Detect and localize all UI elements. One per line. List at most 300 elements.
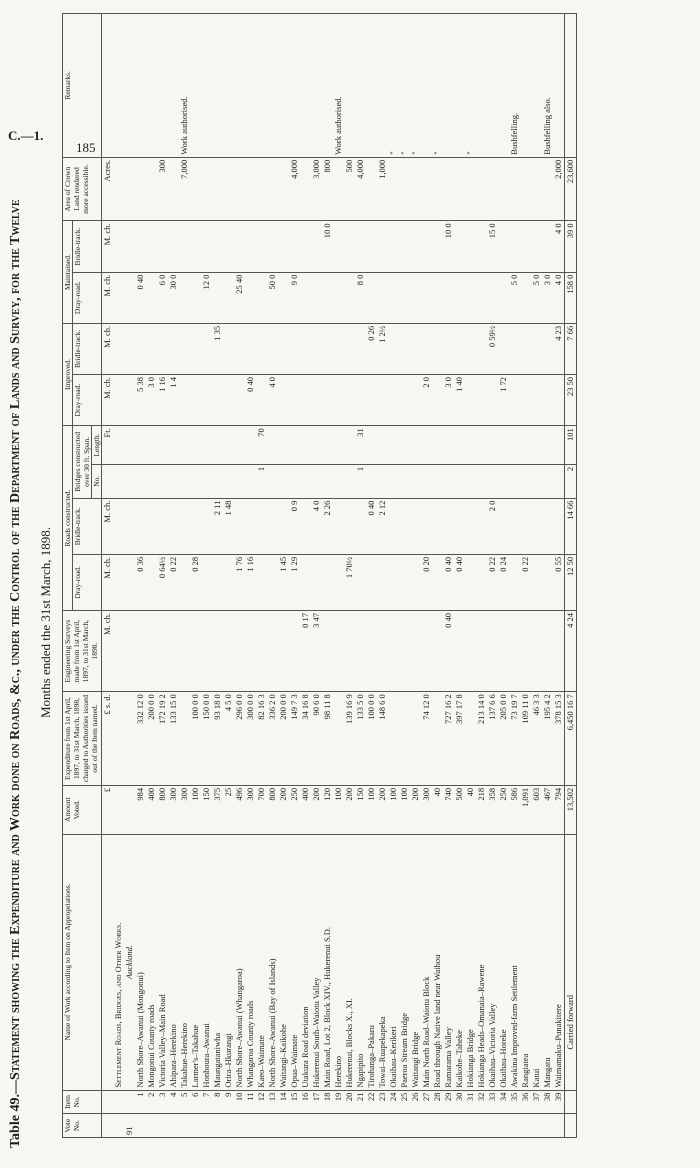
- cell-rem: [443, 14, 454, 158]
- cell-idray: [201, 375, 212, 426]
- cell-bno: [476, 464, 487, 498]
- cell-exp: 46 3 3: [531, 692, 542, 786]
- table-row: [157, 14, 168, 1138]
- expenditure-table: [62, 13, 577, 1138]
- cell-bridle: [267, 498, 278, 554]
- table-body: [102, 14, 577, 1138]
- cell-area: [476, 157, 487, 221]
- cell-rem: [212, 14, 223, 158]
- cell-eng: [278, 611, 289, 692]
- table-row: [531, 14, 542, 1138]
- cell-ibridle: [465, 323, 476, 374]
- cell-bno: [168, 464, 179, 498]
- cell-name: Hokianga Heads–Omanaia–Rawene: [476, 834, 487, 1090]
- cell-name: Waimamaku–Punakitere: [553, 834, 565, 1090]
- cell-eng: [487, 611, 498, 692]
- cell-mbridle: [410, 221, 421, 272]
- cell-eng: [542, 611, 553, 692]
- cell-bno: [487, 464, 498, 498]
- cell-exp: 133 15 0: [168, 692, 179, 786]
- table-row: [465, 14, 476, 1138]
- header-area: Area of Crown Land rendered more accessible.: [63, 157, 102, 221]
- cell-area: [135, 157, 146, 221]
- header-row: [63, 14, 73, 1138]
- cell-mdray: [179, 272, 190, 323]
- cell-vote: [157, 1114, 168, 1138]
- cell-item: 4: [168, 1090, 179, 1114]
- cell-name: Honhoura–Awanui: [201, 834, 212, 1090]
- cell-item: 19: [333, 1090, 344, 1114]
- cell-mdray: 4 0: [553, 272, 565, 323]
- cell-rem: ": [432, 14, 443, 158]
- cell-area: 7,000: [179, 157, 190, 221]
- cell-name: Ngapipito: [355, 834, 366, 1090]
- cell-exp: 100 0 0: [366, 692, 377, 786]
- cell-vote: [542, 1114, 553, 1138]
- cell-mdray: 5 0: [509, 272, 520, 323]
- cell-mdray: [223, 272, 234, 323]
- cell-area: 4,000: [289, 157, 300, 221]
- cell-bridle: [388, 498, 399, 554]
- cell-dray: [300, 554, 311, 610]
- cell-bno: [432, 464, 443, 498]
- total-ibridle: 7 66: [565, 323, 577, 374]
- cell-idray: 3 0: [443, 375, 454, 426]
- cell-bridle: [531, 498, 542, 554]
- cell-ibridle: [190, 323, 201, 374]
- cell-ibridle: [542, 323, 553, 374]
- cell-idray: [256, 375, 267, 426]
- cell-bno: [245, 464, 256, 498]
- cell-blen: [399, 426, 410, 465]
- cell-name: Hukerenui South–Waiotu Valley: [311, 834, 322, 1090]
- cell-rem: [322, 14, 333, 158]
- cell-bridle: [465, 498, 476, 554]
- cell-name: Okaihau–Victoria Valley: [487, 834, 498, 1090]
- cell-eng: [223, 611, 234, 692]
- cell-exp: 727 16 2: [443, 692, 454, 786]
- cell-amount: 120: [322, 785, 333, 834]
- cell-amount: 40: [465, 785, 476, 834]
- cell-bridle: [146, 498, 157, 554]
- cell-ibridle: [278, 323, 289, 374]
- cell-amount: 496: [234, 785, 245, 834]
- cell-blen: [432, 426, 443, 465]
- cell-bno: [234, 464, 245, 498]
- cell-item: 8: [212, 1090, 223, 1114]
- cell-bno: [454, 464, 465, 498]
- total-bridle: 14 66: [565, 498, 577, 554]
- cell-blen: [410, 426, 421, 465]
- cell-item: 13: [267, 1090, 278, 1114]
- cell-mdray: [146, 272, 157, 323]
- cell-area: [245, 157, 256, 221]
- header-bridle: Bridle-track.: [73, 498, 102, 554]
- cell-eng: [399, 611, 410, 692]
- section-heading: Settlement Roads, Bridges, and Other Works.: [113, 834, 124, 1090]
- table-row: [168, 14, 179, 1138]
- cell-dray: [531, 554, 542, 610]
- header-improved-dray: Dray-road.: [73, 375, 102, 426]
- cell-eng: [553, 611, 565, 692]
- cell-dray: [399, 554, 410, 610]
- cell-vote: [245, 1114, 256, 1138]
- cell-bridle: [135, 498, 146, 554]
- table-row: [454, 14, 465, 1138]
- cell-mbridle: [509, 221, 520, 272]
- total-empty: [565, 1090, 577, 1114]
- cell-area: 2,000: [553, 157, 565, 221]
- cell-exp: 133 5 0: [355, 692, 366, 786]
- cell-amount: 218: [476, 785, 487, 834]
- cell-eng: [333, 611, 344, 692]
- cell-exp: 205 0 0: [498, 692, 509, 786]
- cell-blen: [179, 426, 190, 465]
- cell-bno: [278, 464, 289, 498]
- cell-name: Waitangi Bridge: [410, 834, 421, 1090]
- cell-item: 26: [410, 1090, 421, 1114]
- cell-name: Main North Road–Waiotu Block: [421, 834, 432, 1090]
- cell-vote: [421, 1114, 432, 1138]
- cell-mdray: 8 0: [355, 272, 366, 323]
- cell-mbridle: [256, 221, 267, 272]
- table-row: [212, 14, 223, 1138]
- cell-mbridle: [366, 221, 377, 272]
- cell-idray: [322, 375, 333, 426]
- cell-name: Whangaroa County roads: [245, 834, 256, 1090]
- cell-bridle: [300, 498, 311, 554]
- cell-blen: [443, 426, 454, 465]
- cell-bridle: 2 26: [322, 498, 333, 554]
- cell-item: 31: [465, 1090, 476, 1114]
- cell-idray: [311, 375, 322, 426]
- units-row: [102, 14, 114, 1138]
- cell-vote: [443, 1114, 454, 1138]
- table-row: [542, 14, 553, 1138]
- header-expenditure: Expenditure from 1st April, 1897, to 31st March, 1898, charged to Authorities issued out of the Item named.: [63, 692, 102, 786]
- cell-amount: 794: [553, 785, 565, 834]
- header-item: Item No.: [63, 1090, 102, 1114]
- cell-amount: 200: [311, 785, 322, 834]
- cell-item: 17: [311, 1090, 322, 1114]
- cell-bridle: [344, 498, 355, 554]
- cell-bridle: [476, 498, 487, 554]
- cell-mbridle: [377, 221, 388, 272]
- cell-rem: [267, 14, 278, 158]
- unit-dray: M. ch.: [102, 554, 114, 610]
- table-row: [476, 14, 487, 1138]
- cell-eng: [344, 611, 355, 692]
- cell-eng: [465, 611, 476, 692]
- cell-mdray: [399, 272, 410, 323]
- cell-rem: [377, 14, 388, 158]
- cell-mbridle: [267, 221, 278, 272]
- total-label: Carried forward: [565, 834, 577, 1090]
- cell-blen: [135, 426, 146, 465]
- cell-item: 33: [487, 1090, 498, 1114]
- cell-mbridle: [476, 221, 487, 272]
- page-reference: C.—1.: [8, 128, 44, 143]
- total-area: 23,600: [565, 157, 577, 221]
- cell-rem: [487, 14, 498, 158]
- cell-exp: 100 0 0: [190, 692, 201, 786]
- cell-blen: [366, 426, 377, 465]
- cell-amount: 200: [410, 785, 421, 834]
- cell-dray: 0 28: [190, 554, 201, 610]
- table-row: [278, 14, 289, 1138]
- cell-vote: [432, 1114, 443, 1138]
- table-row: [553, 14, 565, 1138]
- section-subheading-row: [124, 14, 135, 1138]
- cell-mdray: 25 40: [234, 272, 245, 323]
- cell-mdray: [388, 272, 399, 323]
- cell-rem: ": [410, 14, 421, 158]
- unit-expenditure: £ s. d.: [102, 692, 114, 786]
- cell-area: [234, 157, 245, 221]
- cell-eng: [454, 611, 465, 692]
- cell-amount: 603: [531, 785, 542, 834]
- cell-rem: [454, 14, 465, 158]
- cell-mdray: [487, 272, 498, 323]
- cell-mdray: 5 0: [531, 272, 542, 323]
- cell-item: 29: [443, 1090, 454, 1114]
- cell-dray: [465, 554, 476, 610]
- cell-name: Opua–Waimate: [289, 834, 300, 1090]
- cell-eng: [201, 611, 212, 692]
- cell-blen: [234, 426, 245, 465]
- cell-mbridle: [344, 221, 355, 272]
- cell-bno: [553, 464, 565, 498]
- cell-rem: Work authorised.: [333, 14, 344, 158]
- table-row: [498, 14, 509, 1138]
- cell-vote: [256, 1114, 267, 1138]
- cell-dray: 1 16: [245, 554, 256, 610]
- cell-idray: [476, 375, 487, 426]
- cell-ibridle: [322, 323, 333, 374]
- header-amount: Amount Voted.: [63, 785, 102, 834]
- cell-item: 5: [179, 1090, 190, 1114]
- cell-exp: [465, 692, 476, 786]
- cell-area: [443, 157, 454, 221]
- header-name: Name of Work according to Item on Appropriations.: [63, 834, 102, 1090]
- table-row: [322, 14, 333, 1138]
- cell-name: Waitangi–Kaikohe: [278, 834, 289, 1090]
- cell-blen: [333, 426, 344, 465]
- table-row: [289, 14, 300, 1138]
- cell-name: North Shore–Awanui (Whangaroa): [234, 834, 245, 1090]
- cell-blen: [278, 426, 289, 465]
- total-blen: 101: [565, 426, 577, 465]
- cell-item: 16: [300, 1090, 311, 1114]
- cell-blen: [322, 426, 333, 465]
- cell-rem: ": [388, 14, 399, 158]
- cell-area: [201, 157, 212, 221]
- cell-vote: [355, 1114, 366, 1138]
- cell-mdray: [421, 272, 432, 323]
- cell-name: Okaihau–Horeke: [498, 834, 509, 1090]
- cell-dray: [333, 554, 344, 610]
- cell-mbridle: [245, 221, 256, 272]
- cell-eng: 3 47: [311, 611, 322, 692]
- cell-idray: [223, 375, 234, 426]
- table-row: [190, 14, 201, 1138]
- cell-idray: [212, 375, 223, 426]
- cell-bridle: [355, 498, 366, 554]
- cell-ibridle: [399, 323, 410, 374]
- cell-exp: 93 18 0: [212, 692, 223, 786]
- cell-area: [520, 157, 531, 221]
- cell-amount: 250: [498, 785, 509, 834]
- cell-name: North Shore–Awanui (Bay of Islands): [267, 834, 278, 1090]
- cell-bridle: [421, 498, 432, 554]
- cell-ibridle: [531, 323, 542, 374]
- cell-eng: [245, 611, 256, 692]
- table-row: [300, 14, 311, 1138]
- cell-mdray: [410, 272, 421, 323]
- cell-vote: [553, 1114, 565, 1138]
- cell-ibridle: 0 59½: [487, 323, 498, 374]
- cell-bno: [531, 464, 542, 498]
- cell-vote: [190, 1114, 201, 1138]
- cell-mbridle: [201, 221, 212, 272]
- table-row: [256, 14, 267, 1138]
- cell-ibridle: [410, 323, 421, 374]
- cell-item: 34: [498, 1090, 509, 1114]
- header-maintained-bridle: Bridle-track.: [73, 221, 102, 272]
- cell-blen: [487, 426, 498, 465]
- cell-ibridle: [388, 323, 399, 374]
- table-row: [388, 14, 399, 1138]
- cell-idray: 4 0: [267, 375, 278, 426]
- cell-eng: [498, 611, 509, 692]
- cell-ibridle: 1 35: [212, 323, 223, 374]
- unit-mbridle: M. ch.: [102, 221, 114, 272]
- cell-mdray: [443, 272, 454, 323]
- cell-area: [421, 157, 432, 221]
- total-empty: [565, 1114, 577, 1138]
- cell-idray: 5 38: [135, 375, 146, 426]
- total-mbridle: 39 0: [565, 221, 577, 272]
- cell-item: 3: [157, 1090, 168, 1114]
- table-row: [311, 14, 322, 1138]
- cell-item: 1: [135, 1090, 146, 1114]
- cell-item: 18: [322, 1090, 333, 1114]
- cell-blen: [289, 426, 300, 465]
- cell-eng: [520, 611, 531, 692]
- cell-bno: [300, 464, 311, 498]
- cell-item: 35: [509, 1090, 520, 1114]
- cell-eng: [135, 611, 146, 692]
- cell-rem: [245, 14, 256, 158]
- cell-area: 800: [322, 157, 333, 221]
- cell-mbridle: [135, 221, 146, 272]
- cell-ibridle: [234, 323, 245, 374]
- cell-vote: [399, 1114, 410, 1138]
- cell-blen: [509, 426, 520, 465]
- cell-mdray: [256, 272, 267, 323]
- cell-eng: [256, 611, 267, 692]
- table-row: [487, 14, 498, 1138]
- cell-blen: [190, 426, 201, 465]
- cell-exp: 74 12 0: [421, 692, 432, 786]
- cell-amount: 300: [421, 785, 432, 834]
- cell-dray: [377, 554, 388, 610]
- section-heading-row: [113, 14, 124, 1138]
- cell-bno: 1: [256, 464, 267, 498]
- unit-idray: M. ch.: [102, 375, 114, 426]
- cell-exp: 213 14 0: [476, 692, 487, 786]
- cell-dray: 0 64½: [157, 554, 168, 610]
- cell-item: 12: [256, 1090, 267, 1114]
- section-vote: 91: [124, 1114, 135, 1138]
- cell-bno: [146, 464, 157, 498]
- cell-mbridle: [278, 221, 289, 272]
- cell-name: Tirohanga–Pakaru: [366, 834, 377, 1090]
- cell-name: Ahipara–Herekino: [168, 834, 179, 1090]
- cell-mdray: [432, 272, 443, 323]
- cell-exp: [410, 692, 421, 786]
- cell-ibridle: [509, 323, 520, 374]
- cell-bno: [190, 464, 201, 498]
- unit-amount: £: [102, 785, 114, 834]
- cell-ibridle: [520, 323, 531, 374]
- total-empty: [565, 14, 577, 158]
- table-row: [520, 14, 531, 1138]
- cell-bno: [267, 464, 278, 498]
- cell-vote: [520, 1114, 531, 1138]
- cell-eng: [377, 611, 388, 692]
- cell-ibridle: [454, 323, 465, 374]
- cell-vote: [223, 1114, 234, 1138]
- cell-ibridle: [157, 323, 168, 374]
- cell-mbridle: [289, 221, 300, 272]
- cell-area: [267, 157, 278, 221]
- table-row: [377, 14, 388, 1138]
- cell-dray: [388, 554, 399, 610]
- cell-mbridle: [465, 221, 476, 272]
- cell-amount: 500: [454, 785, 465, 834]
- cell-area: [542, 157, 553, 221]
- cell-idray: [553, 375, 565, 426]
- cell-vote: [410, 1114, 421, 1138]
- unit-mdray: M. ch.: [102, 272, 114, 323]
- cell-name: Kaikohe–Taheke: [454, 834, 465, 1090]
- cell-rem: [520, 14, 531, 158]
- cell-mbridle: [454, 221, 465, 272]
- cell-amount: 40: [432, 785, 443, 834]
- cell-bridle: [333, 498, 344, 554]
- cell-name: Ramarama Valley: [443, 834, 454, 1090]
- cell-amount: 586: [509, 785, 520, 834]
- cell-idray: 1 16: [157, 375, 168, 426]
- cell-bridle: [190, 498, 201, 554]
- cell-bno: [322, 464, 333, 498]
- cell-mbridle: [432, 221, 443, 272]
- cell-area: [388, 157, 399, 221]
- cell-item: 7: [201, 1090, 212, 1114]
- cell-ibridle: [289, 323, 300, 374]
- cell-ibridle: [267, 323, 278, 374]
- cell-rem: [311, 14, 322, 158]
- total-exp: 6,450 16 7: [565, 692, 577, 786]
- unit-bridle: M. ch.: [102, 498, 114, 554]
- cell-bridle: 1 48: [223, 498, 234, 554]
- cell-rem: [190, 14, 201, 158]
- cell-bno: [421, 464, 432, 498]
- cell-item: 24: [388, 1090, 399, 1114]
- cell-mdray: [520, 272, 531, 323]
- cell-item: 21: [355, 1090, 366, 1114]
